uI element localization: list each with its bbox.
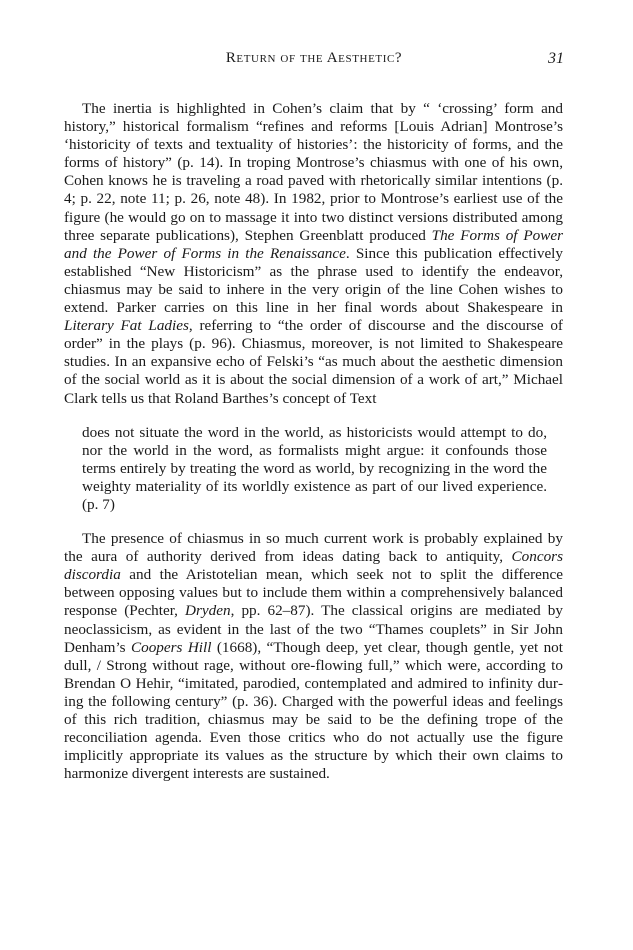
text-run: (1668), “Though deep, yet clear, though gentle, yet not dull, / Strong without rage, without ore-flowing full,” which were, according to Brendan O Hehir, “imitated, parodied, contemplated and admired to infinity during the following century” (p. 36). Charged with the powerful ideas and feelings of this rich tradition, chiasmus may be said to be the defining trope of the reconciliation agenda. Even those critics who do not actually use the figure implicitly appropriate its values as the structure by which their own claims to harmonize divergent interests are sustained.	[64, 638, 563, 783]
body-text	[64, 100, 563, 783]
text-run: The presence of chiasmus in so much current work is probably explained by the aura of authority derived from ideas dating back to antiquity,	[64, 530, 563, 566]
book-title: Dryden	[185, 602, 231, 620]
page-header	[64, 50, 564, 72]
book-title: Literary Fat Ladies	[64, 317, 189, 335]
text-run: , pp. 62–87). The classical origins are mediated by neoclassicism, as evident in the last of the two “Thames couplets” in Sir John Denham’s	[64, 602, 563, 656]
text-run: . Since this publication effectively established “New Historicism” as the phrase used to identify the endeavor, chiasmus may be said to inhere in the very origin of the line Cohen wishes to extend. Parker carries on this line in her final words about Shakespeare in	[64, 244, 563, 317]
text-run: The inertia is highlighted in Cohen’s claim that by “ ‘crossing’ form and history,” historical formalism “refines and reforms [Louis Adrian] Montrose’s ‘historicity of texts and textuality of histories’: the historicity of forms, and the forms of history” (p. 14). In troping Montrose’s chiasmus with one of his own, Cohen knows he is traveling a road paved with rhetorically similar intentions (p. 4; p. 22, note 11; p. 26, note 48). In 1982, prior to Montrose’s earliest use of the figure (he would go on to massage it into two distinct versions distributed among three separate publications), Stephen Greenblatt produced	[64, 100, 563, 244]
text-run: and the Aristotelian mean, which seek not to split the difference between opposing values but to include them within a comprehensively balanced response (Pechter,	[64, 566, 563, 620]
latin-phrase: Concors discordia	[64, 548, 563, 584]
running-head: Return of the Aesthetic?	[225, 50, 403, 66]
book-title: The Forms of Power and the Power of Forms in the Renaissance	[64, 226, 564, 262]
paragraph-1	[64, 100, 563, 408]
text-run: , referring to “the order of discourse and the discourse of order” in the plays (p. 96). Chiasmus, moreover, is not limited to Shakespeare studies. In an expansive echo of Felski’s “as much about the aesthetic dimension of the social world as it is about the social dimension of a work of art,” Michael Clark tells us that Roland Barthes’s concept of Text	[64, 317, 563, 407]
block-quote: does not situate the word in the world, as historicists would attempt to do, nor the world in the word, as formalists might argue: it confounds those terms entirely by treating the word as world, by recognizing in the word the weighty materiality of its worldly existence as part of our lived experience. (p. 7)	[82, 423, 547, 513]
page-number: 31	[548, 50, 564, 67]
paragraph-2	[64, 530, 563, 783]
book-title: Coopers Hill	[130, 638, 212, 656]
